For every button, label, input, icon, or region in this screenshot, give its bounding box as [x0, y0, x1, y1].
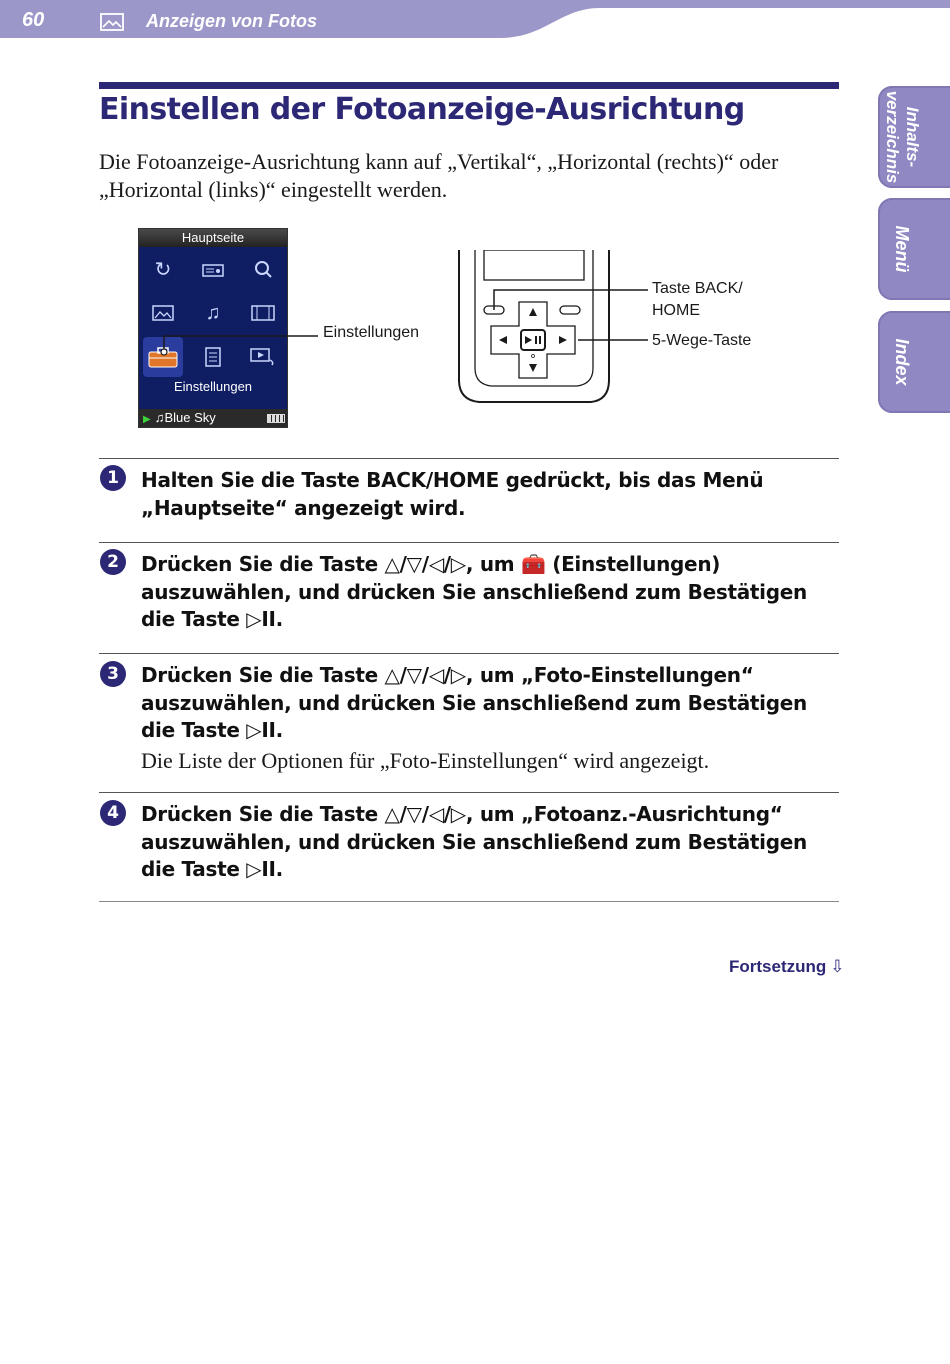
- callout-settings-label: Einstellungen: [323, 324, 420, 341]
- section-title: Anzeigen von Fotos: [146, 11, 317, 31]
- bottom-divider: [99, 901, 839, 902]
- tab-label: Menü: [892, 225, 912, 273]
- search-icon: [243, 249, 283, 289]
- battery-icon: [267, 414, 285, 423]
- step-3-note: Die Liste der Optionen für „Foto-Einstellungen“ wird angezeigt.: [141, 748, 710, 773]
- photo-icon: [100, 13, 124, 36]
- intro-paragraph: Die Fotoanzeige-Ausrichtung kann auf „Vertikal“, „Horizontal (rechts)“ oder „Horizontal (links)“ eingestellt werden.: [99, 149, 779, 202]
- step-number-badge: 2: [100, 549, 126, 575]
- tab-table-of-contents[interactable]: [878, 86, 950, 188]
- arrow-down-icon: ⇩: [830, 957, 845, 976]
- step-1-text: Halten Sie die Taste BACK/HOME gedrückt, bis das Menü „Hauptseite“ angezeigt wird.: [141, 468, 764, 520]
- step-number-badge: 4: [100, 800, 126, 826]
- step-2-text: Drücken Sie die Taste △/▽/◁/▷, um 🧰 (Einstellungen) auszuwählen, und drücken Sie anschließend zum Bestätigen die Taste ▷II.: [141, 552, 807, 631]
- callout-back-home-label: Taste BACK/ HOME: [652, 280, 743, 319]
- tab-menu[interactable]: [878, 198, 950, 300]
- continue-label: Fortsetzung: [729, 957, 827, 976]
- settings-callout-line: [150, 330, 320, 360]
- step-divider: [99, 653, 839, 654]
- now-playing-title: Blue Sky: [164, 410, 216, 425]
- tab-label: Inhalts- verzeichnis: [883, 90, 922, 184]
- step-number-badge: 3: [100, 661, 126, 687]
- tab-index[interactable]: [878, 311, 950, 413]
- header-band: [0, 0, 950, 40]
- callout-5way-label: 5-Wege-Taste: [652, 332, 752, 349]
- radio-icon: [193, 249, 233, 289]
- video-icon: [243, 293, 283, 333]
- title-rule: [99, 82, 839, 89]
- page-title: Einstellen der Fotoanzeige-Ausrichtung: [99, 92, 745, 127]
- device-screen-figure: [138, 228, 288, 428]
- photo-icon: [143, 293, 183, 333]
- page-header: [0, 0, 950, 40]
- page-number: 60: [22, 9, 45, 31]
- repeat-icon: ↻: [154, 258, 172, 281]
- music-note-icon: ♫: [154, 410, 165, 425]
- play-icon: ▶: [143, 414, 151, 425]
- step-number-badge: 1: [100, 465, 126, 491]
- step-divider: [99, 542, 839, 543]
- device-callout-lines: [490, 282, 650, 352]
- step-4-text: Drücken Sie die Taste △/▽/◁/▷, um „Fotoanz.-Ausrichtung“ auszuwählen, und drücken Sie anschließend zum Bestätigen die Taste ▷II.: [141, 802, 807, 881]
- step-3-text: Drücken Sie die Taste △/▽/◁/▷, um „Foto-Einstellungen“ auszuwählen, und drücken Sie anschließend zum Bestätigen die Taste ▷II.: [141, 663, 807, 742]
- step-divider: [99, 458, 839, 459]
- tab-label: Index: [892, 338, 912, 386]
- screen-title: Hauptseite: [139, 229, 287, 247]
- screen-selected-label: Einstellungen: [173, 379, 253, 394]
- continue-link[interactable]: [729, 957, 845, 977]
- screen-status-bar: [139, 409, 287, 427]
- music-icon: ♫: [205, 301, 221, 324]
- step-divider: [99, 792, 839, 793]
